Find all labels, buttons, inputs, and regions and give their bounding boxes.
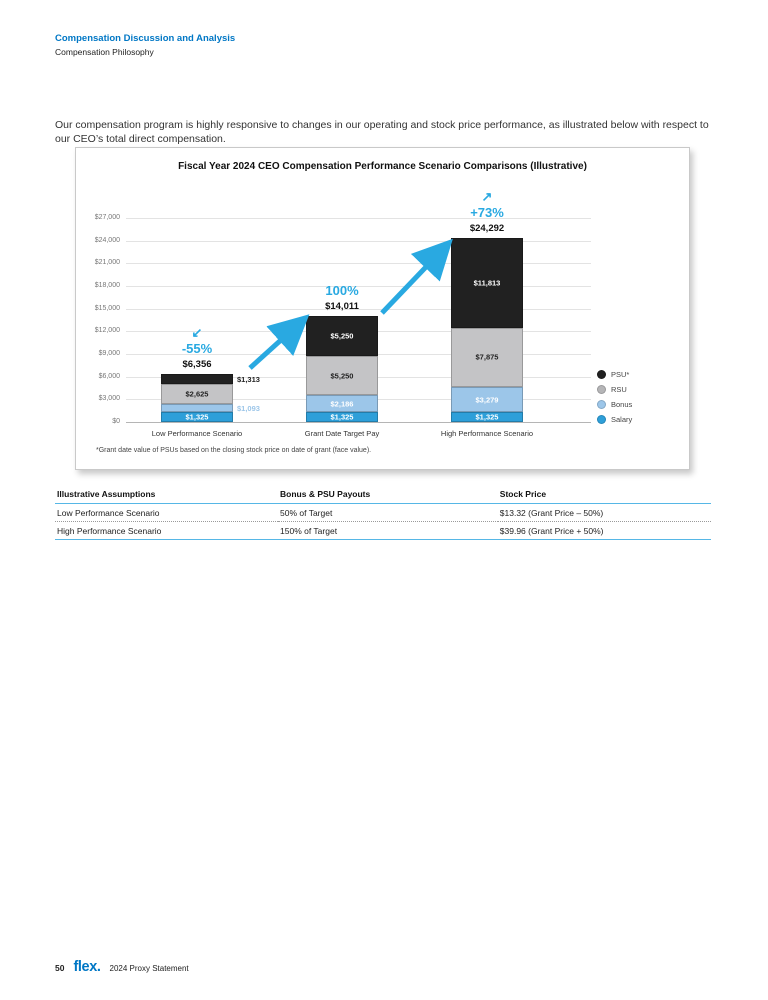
assumptions-table [55,486,711,540]
page-number: 50 [55,963,65,973]
y-axis-tick-label: $24,000 [94,236,120,244]
y-axis-tick-label: $18,000 [94,282,120,289]
bar-segment-psu [161,374,233,384]
chart-title: Fiscal Year 2024 CEO Compensation Performance Scenario Comparisons (Illustrative) [178,161,587,172]
legend-item [597,412,632,427]
segment-value-label: $1,093 [237,403,260,413]
bar-total-label: $6,356 [182,358,212,370]
x-axis-category-label: Low Performance Scenario [151,429,243,438]
x-axis-category-label: High Performance Scenario [440,429,534,438]
bar-percent-annotation: +73% [470,205,504,221]
chart-footnote: *Grant date value of PSUs based on the closing stock price on date of grant (face value). [96,447,372,454]
document-title: 2024 Proxy Statement [109,964,189,973]
bar-percent-annotation: -55% [181,340,213,356]
bar-segment-rsu [451,328,523,388]
y-axis-tick-label: $15,000 [94,304,120,312]
bar-segment-rsu [306,356,378,396]
segment-value-label: $3,279 [475,395,499,405]
section-subtitle: Compensation Philosophy [55,47,154,57]
bar-segment-rsu [161,384,233,404]
page-header [55,33,235,57]
segment-value-label: $11,813 [473,278,501,288]
segment-value-label: $5,250 [330,371,354,381]
segment-value-label: $2,186 [330,399,354,409]
flex-logo-text: flex [73,959,97,975]
y-axis-tick-label: $3,000 [98,395,120,403]
flex-logo-dot-icon: . [96,959,101,975]
chart-legend [597,367,632,427]
y-axis-tick-label: $0 [112,418,120,425]
y-axis-tick-label: $6,000 [98,372,120,380]
section-title: Compensation Discussion and Analysis [55,33,236,44]
chart-plot-area [126,189,591,423]
bar-segment-bonus [451,387,523,412]
table-cell: High Performance Scenario [55,522,278,540]
legend-label: RSU [611,385,627,394]
segment-value-label: $1,313 [237,374,260,384]
bar-high-performance-scenario [451,189,523,422]
bar-segment-psu [306,316,378,356]
chart-card [75,147,690,470]
y-axis-tick-label: $27,000 [94,214,120,221]
table-header-row [55,486,711,504]
bar-low-performance-scenario [161,218,260,422]
legend-dot-icon [597,400,606,409]
table-row [55,522,711,540]
table-row [55,504,711,522]
legend-label: Bonus [611,400,633,409]
bar-segment-salary [451,412,523,422]
segment-value-label: $1,325 [330,412,354,422]
table-column-header: Stock Price [498,486,711,504]
table-cell: $13.32 (Grant Price – 50%) [498,504,711,522]
bar-total-label: $24,292 [469,223,505,235]
legend-dot-icon [597,385,606,394]
bar-percent-annotation: 100% [325,283,359,299]
y-axis-tick-label: $21,000 [94,259,120,267]
y-axis-tick-label: $12,000 [94,327,120,335]
trend-arrow-icon: ↗ [481,189,493,205]
segment-value-label: $1,325 [185,412,209,422]
flex-logo [73,959,100,975]
table-cell: $39.96 (Grant Price + 50%) [498,522,711,540]
legend-item [597,397,632,412]
bar-segment-salary [161,412,233,422]
bar-grant-date-target-pay [306,218,378,422]
segment-value-label: $5,250 [330,331,354,341]
bar-segment-bonus [161,404,233,412]
legend-item [597,367,632,382]
table-cell: 150% of Target [278,522,498,540]
legend-dot-icon [597,415,606,424]
y-axis-tick-label: $9,000 [98,350,120,357]
table-column-header: Bonus & PSU Payouts [278,486,498,504]
table-column-header: Illustrative Assumptions [55,486,278,504]
legend-dot-icon [597,370,606,379]
table-cell: 50% of Target [278,504,498,522]
segment-value-label: $2,625 [185,389,209,399]
segment-value-label: $1,325 [475,412,499,422]
legend-label: Salary [611,415,633,424]
bar-segment-bonus [306,395,378,412]
trend-arrow-icon: ↙ [191,324,203,340]
intro-paragraph: Our compensation program is highly responsive to changes in our operating and stock price performance, as illustrated below with respect to our CEO’s total direct compensation. [55,118,709,145]
bar-segment-salary [306,412,378,422]
table-cell: Low Performance Scenario [55,504,278,522]
page-footer [55,959,189,975]
x-axis-category-label: Grant Date Target Pay [304,429,380,438]
segment-value-label: $7,875 [475,352,499,362]
legend-item [597,382,632,397]
bar-segment-psu [451,238,523,327]
legend-label: PSU* [611,370,630,379]
bar-total-label: $14,011 [325,301,359,313]
